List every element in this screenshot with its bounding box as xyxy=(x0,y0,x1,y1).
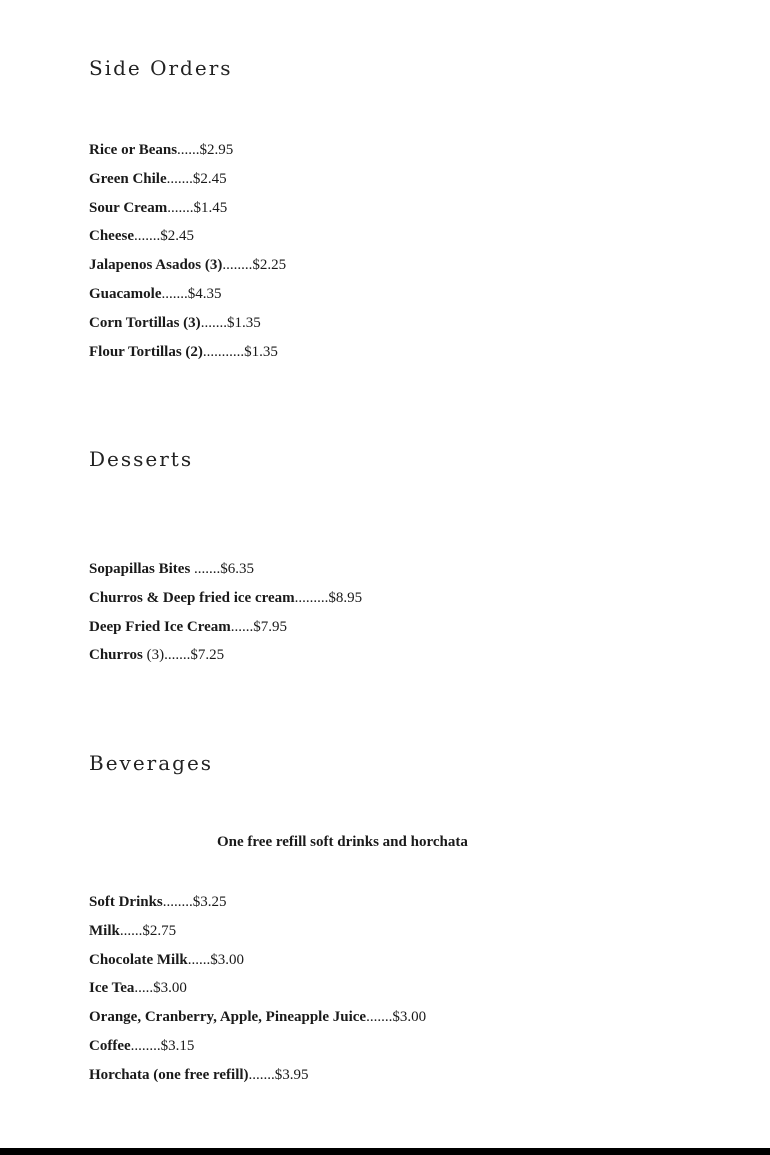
menu-item xyxy=(89,613,362,642)
menu-item xyxy=(89,1003,426,1032)
menu-item-leader: ...... xyxy=(230,618,254,635)
menu-item-price: $7.25 xyxy=(190,647,225,664)
beverages-title: Beverages xyxy=(89,751,214,775)
menu-item-price: $8.95 xyxy=(328,589,363,606)
menu-item xyxy=(89,280,286,309)
menu-item xyxy=(89,251,286,280)
menu-item-name: Green Chile xyxy=(89,170,167,187)
menu-item-price: $2.25 xyxy=(252,257,287,274)
menu-item-leader: ....... xyxy=(164,647,191,664)
menu-item-leader: ...... xyxy=(119,922,143,939)
menu-item-leader: ........... xyxy=(202,343,245,360)
menu-item xyxy=(89,194,286,223)
menu-item xyxy=(89,136,286,165)
menu-item-note: (3) xyxy=(142,647,165,664)
menu-item-price: $2.95 xyxy=(199,142,234,158)
menu-item-leader: ........ xyxy=(162,894,193,910)
menu-item-price: $3.00 xyxy=(153,980,187,997)
menu-item-leader: ....... xyxy=(167,199,194,216)
menu-item-name: Flour Tortillas (2) xyxy=(89,343,203,360)
menu-item-price: $6.35 xyxy=(220,561,255,577)
menu-item-name: Corn Tortillas (3) xyxy=(89,314,201,331)
menu-item-price: $1.45 xyxy=(193,199,228,216)
menu-item-name: Chocolate Milk xyxy=(89,951,188,968)
menu-item xyxy=(89,1032,426,1061)
menu-item-leader: ..... xyxy=(134,980,154,997)
menu-item-price: $2.45 xyxy=(160,228,194,245)
menu-item-price: $1.35 xyxy=(244,343,278,360)
menu-item-name: Milk xyxy=(89,922,120,939)
menu-item-leader: ....... xyxy=(366,1009,393,1026)
menu-item xyxy=(89,338,286,367)
menu-item-leader: ....... xyxy=(200,314,227,331)
menu-item-leader: ......... xyxy=(294,589,329,606)
menu-item-name: Churros & Deep fried ice cream xyxy=(89,589,295,606)
menu-item-name: Cheese xyxy=(89,228,134,245)
menu-item xyxy=(89,641,362,670)
menu-item-name: Sour Cream xyxy=(89,199,168,216)
menu-item-price: $3.25 xyxy=(192,894,227,910)
desserts-list xyxy=(89,555,362,670)
menu-item-name: Jalapenos Asados (3) xyxy=(89,257,223,274)
menu-item-price: $2.45 xyxy=(192,170,227,187)
bottom-border xyxy=(0,1148,770,1155)
menu-item-leader: ........ xyxy=(222,257,253,274)
menu-item-name: Ice Tea xyxy=(89,980,135,997)
menu-item-leader: ....... xyxy=(161,285,188,302)
menu-item-name: Soft Drinks xyxy=(89,894,163,910)
menu-item-price: $3.00 xyxy=(392,1009,427,1026)
menu-item-leader: ....... xyxy=(190,561,221,577)
menu-item xyxy=(89,165,286,194)
menu-item-leader: ....... xyxy=(134,228,161,245)
menu-item-name: Churros xyxy=(89,647,143,664)
menu-item-leader: ...... xyxy=(177,142,200,158)
menu-item-name: Sopapillas Bites xyxy=(89,561,191,577)
menu-item-price: $2.75 xyxy=(142,922,177,939)
side-orders-list xyxy=(89,136,286,366)
menu-item-price: $1.35 xyxy=(226,314,261,331)
menu-item xyxy=(89,946,426,975)
side-orders-title: Side Orders xyxy=(89,56,233,80)
menu-item-leader: ....... xyxy=(248,1066,275,1083)
desserts-title: Desserts xyxy=(89,447,194,471)
menu-item-leader: ....... xyxy=(166,170,193,187)
menu-item xyxy=(89,222,286,251)
menu-item xyxy=(89,917,426,946)
menu-item-name: Horchata (one free refill) xyxy=(89,1066,249,1083)
menu-item-name: Deep Fried Ice Cream xyxy=(89,618,231,635)
menu-item-leader: ........ xyxy=(130,1037,161,1054)
menu-item-name: Rice or Beans xyxy=(89,142,178,158)
menu-item-name: Guacamole xyxy=(89,285,162,302)
menu-item xyxy=(89,888,426,917)
menu-item xyxy=(89,1061,426,1090)
menu-item-price: $3.95 xyxy=(274,1066,309,1083)
beverages-refill-note: One free refill soft drinks and horchata xyxy=(217,834,468,850)
beverages-list xyxy=(89,888,426,1090)
menu-item xyxy=(89,974,426,1003)
menu-item xyxy=(89,584,362,613)
menu-item-price: $3.00 xyxy=(210,951,244,968)
menu-item-price: $3.15 xyxy=(160,1037,195,1054)
menu-item-name: Coffee xyxy=(89,1037,131,1054)
menu-item-leader: ...... xyxy=(187,951,211,968)
menu-item-price: $7.95 xyxy=(253,618,288,635)
menu-item-name: Orange, Cranberry, Apple, Pineapple Juice xyxy=(89,1009,367,1026)
menu-item xyxy=(89,555,362,584)
menu-item xyxy=(89,309,286,338)
menu-item-price: $4.35 xyxy=(187,285,222,302)
